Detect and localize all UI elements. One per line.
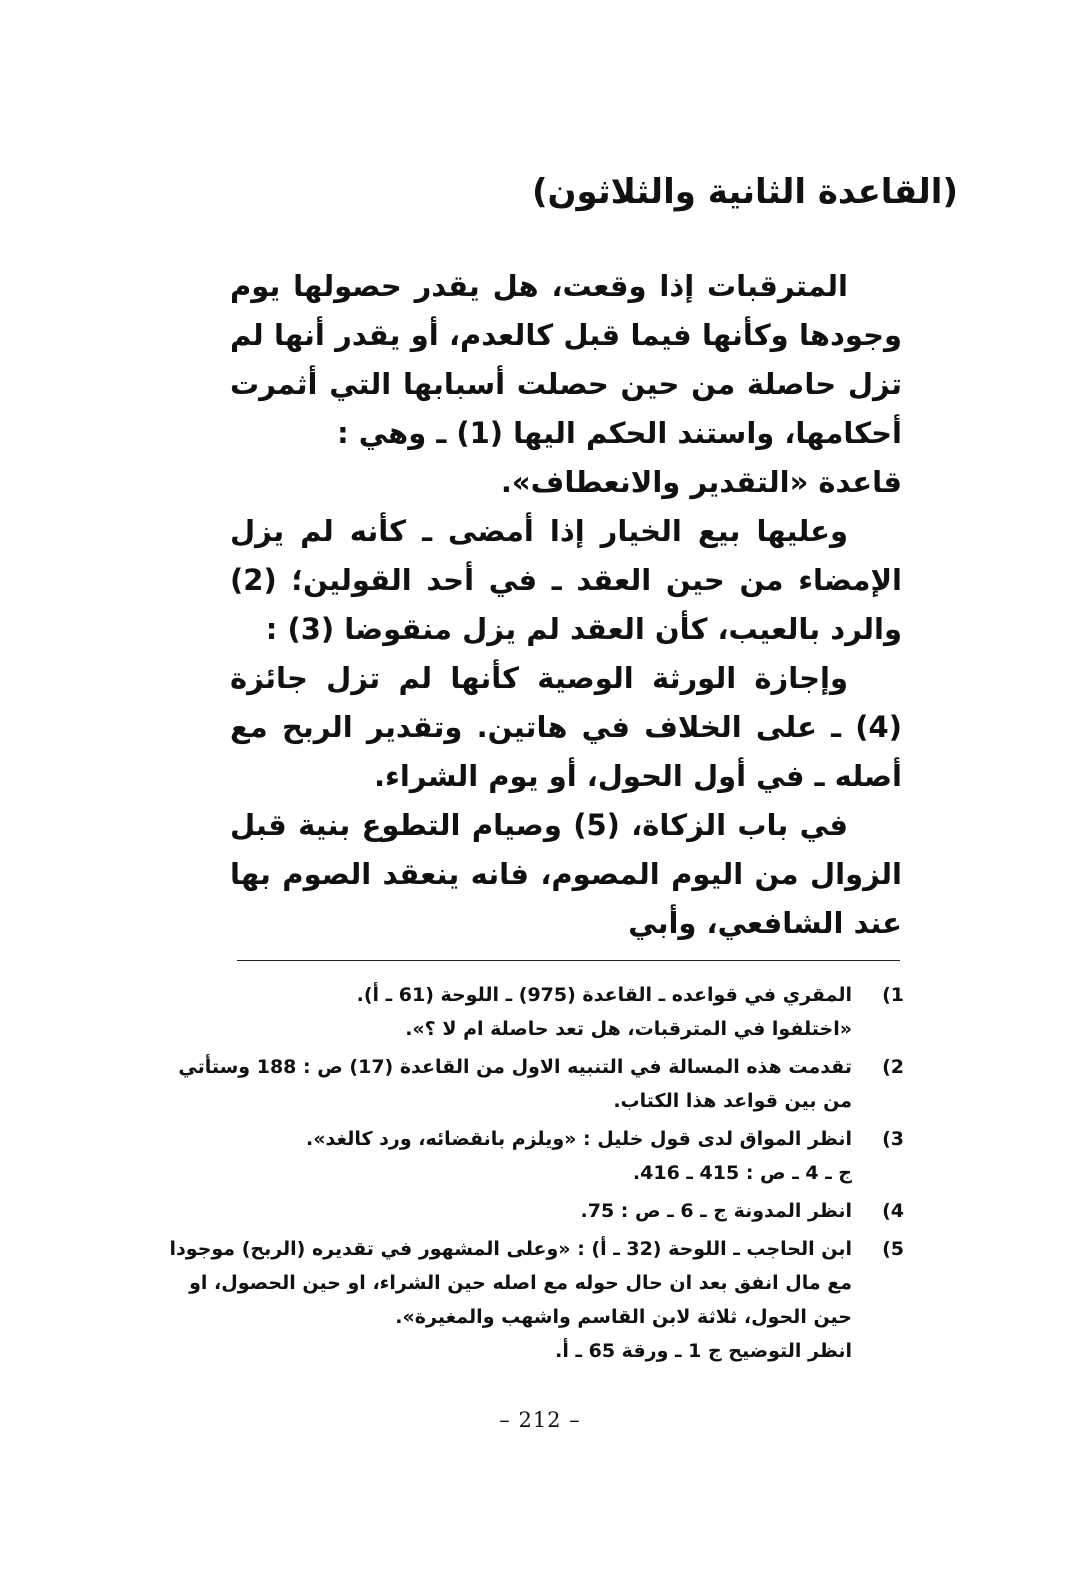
footnote-4 — [234, 1194, 904, 1228]
footnote-line: انظر التوضيح ج 1 ـ ورقة 65 ـ أ. — [555, 1340, 852, 1362]
footnote-number: 5) — [882, 1238, 904, 1260]
paragraph-4: وإجازة الورثة الوصية كأنها لم تزل جائزة (4) ـ على الخلاف في هاتين. وتقدير الربح مع أصله ـ في أول الحول، أو يوم الشراء. — [230, 661, 902, 793]
footnote-divider — [237, 960, 900, 961]
footnote-2 — [178, 1050, 904, 1118]
paragraph-5: في باب الزكاة، (5) وصيام التطوع بنية قبل الزوال من اليوم المصوم، فانه ينعقد الصوم بها عند الشافعي، وأبي — [230, 808, 902, 940]
paragraph-3: وعليها بيع الخيار إذا أمضى ـ كأنه لم يزل الإمضاء من حين العقد ـ في أحد القولين؛ (2) والرد بالعيب، كأن العقد لم يزل منقوضا (3) : — [230, 514, 902, 646]
footnote-line: مع مال انفق بعد ان حال حوله مع اصله حين الشراء، او حين الحصول، او — [189, 1272, 852, 1294]
rule-heading: (القاعدة الثانية والثلاثون) — [531, 172, 958, 212]
footnote-line: انظر المدونة ج ـ 6 ـ ص : 75. — [580, 1200, 852, 1222]
footnote-number: 3) — [882, 1128, 904, 1150]
footnote-number: 1) — [882, 984, 904, 1006]
footnote-3 — [234, 1122, 904, 1190]
footnote-line: حين الحول، ثلاثة لابن القاسم واشهب والمغيرة». — [395, 1306, 852, 1328]
footnote-line: ج ـ 4 ـ ص : 415 ـ 416. — [632, 1162, 852, 1184]
page-number: – 212 – — [499, 1408, 581, 1432]
footnote-line: من بين قواعد هذا الكتاب. — [613, 1090, 852, 1112]
footnote-line: انظر المواق لدى قول خليل : «ويلزم بانقضائه، ورد كالغد». — [306, 1128, 852, 1150]
footnote-line: المقري في قواعده ـ القاعدة (975) ـ اللوحة (61 ـ أ). — [356, 984, 852, 1006]
footnote-line: تقدمت هذه المسالة في التنبيه الاول من القاعدة (17) ص : 188 وستأتي — [178, 1056, 852, 1078]
footnote-number: 2) — [882, 1056, 904, 1078]
footnote-5 — [169, 1232, 904, 1368]
footnote-number: 4) — [882, 1200, 904, 1222]
paragraph-2: قاعدة «التقدير والانعطاف». — [500, 465, 902, 499]
footnote-line: ابن الحاجب ـ اللوحة (32 ـ أ) : «وعلى المشهور في تقديره (الربح) موجودا — [169, 1238, 852, 1260]
footnotes — [169, 978, 904, 1372]
footnote-line: «اختلفوا في المترقبات، هل تعد حاصلة ام لا ؟». — [405, 1018, 852, 1040]
main-text — [230, 262, 902, 948]
footnote-1 — [234, 978, 904, 1046]
paragraph-1: المترقبات إذا وقعت، هل يقدر حصولها يوم وجودها وكأنها فيما قبل كالعدم، أو يقدر أنها لم تزل حاصلة من حين حصلت أسبابها التي أثمرت أحكامها، واستند الحكم اليها (1) ـ وهي : — [230, 269, 902, 450]
